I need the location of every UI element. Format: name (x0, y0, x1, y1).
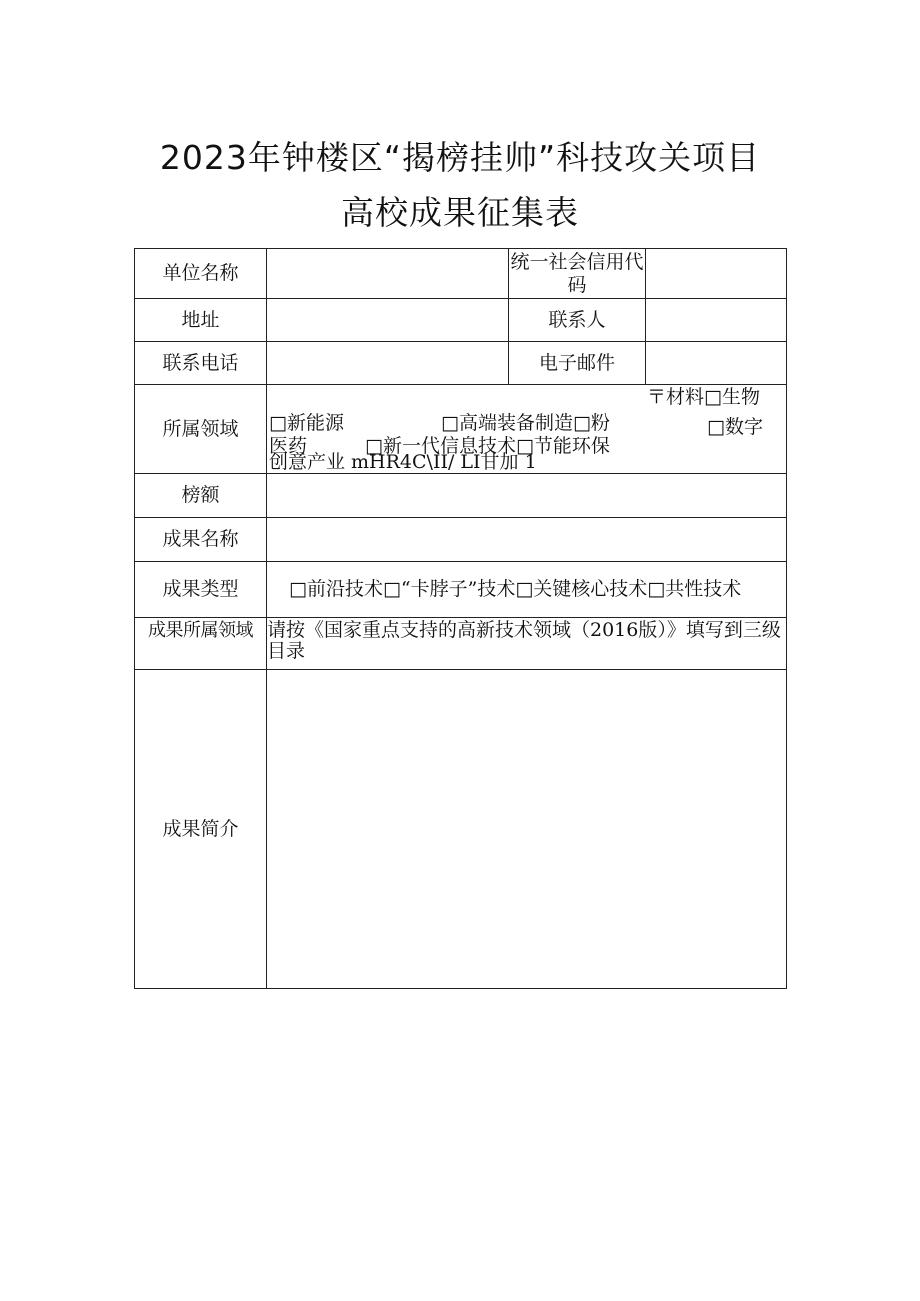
document-subtitle: 高校成果征集表 (341, 193, 579, 232)
field-option-digital[interactable]: □数字 (707, 416, 763, 438)
result-name-field[interactable] (267, 518, 787, 562)
document-title: 2023年钟楼区“揭榜挂帅”科技攻关项目 (159, 138, 761, 177)
result-intro-field[interactable] (267, 670, 787, 989)
address-field[interactable] (267, 299, 509, 342)
contact-person-label: 联系人 (509, 299, 646, 342)
unit-name-label: 单位名称 (135, 249, 267, 299)
field-option-medicine: 医药 (269, 435, 308, 457)
email-label: 电子邮件 (509, 342, 646, 385)
result-type-label: 成果类型 (135, 562, 267, 618)
field-option-creative: 创意产业 mHR4C\II/ LI甘加 1 (269, 451, 537, 473)
ranking-field[interactable] (267, 474, 787, 518)
contact-person-field[interactable] (646, 299, 787, 342)
result-field-instruction[interactable]: 请按《国家重点支持的高新技术领域（2016版）》填写到三级目录 (267, 618, 787, 670)
field-option-materials[interactable]: 〒材料□生物 (647, 386, 760, 408)
phone-field[interactable] (267, 342, 509, 385)
credit-code-field[interactable] (646, 249, 787, 299)
result-field-label: 成果所属领域 (135, 618, 267, 670)
ranking-label: 榜额 (135, 474, 267, 518)
email-field[interactable] (646, 342, 787, 385)
credit-code-label: 统一社会信用代码 (509, 249, 646, 299)
result-intro-label: 成果简介 (135, 670, 267, 989)
field-option-new-energy[interactable]: □新能源 (269, 412, 344, 434)
field-options[interactable] (267, 385, 787, 474)
field-option-equipment[interactable]: □高端装备制造□粉 (441, 412, 610, 434)
unit-name-field[interactable] (267, 249, 509, 299)
result-name-label: 成果名称 (135, 518, 267, 562)
phone-label: 联系电话 (135, 342, 267, 385)
field-label: 所属领域 (135, 385, 267, 474)
result-type-options[interactable]: □前沿技术□“卡脖子”技术□关键核心技术□共性技术 (267, 562, 787, 618)
field-option-it[interactable]: □新一代信息技术□节能环保 (365, 435, 610, 457)
address-label: 地址 (135, 299, 267, 342)
collection-form-table (134, 248, 787, 989)
